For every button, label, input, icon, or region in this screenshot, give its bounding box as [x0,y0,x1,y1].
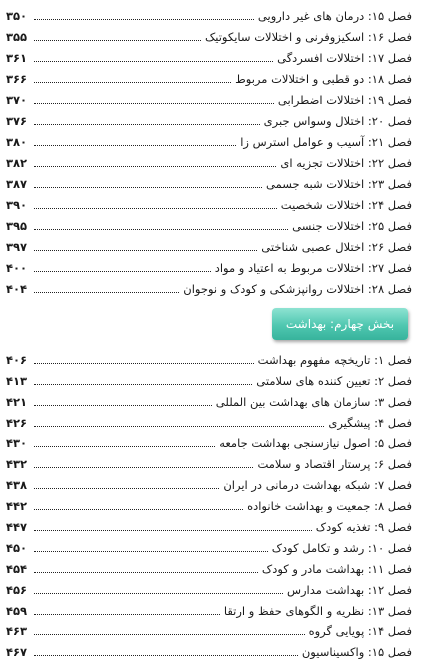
toc-entry-title: فصل ۴: پیشگیری [328,415,412,430]
dot-leader [34,82,231,83]
toc-entry [6,87,412,108]
dot-leader [34,551,268,552]
dot-leader [34,40,201,41]
toc-entry-title: فصل ۵: اصول نیازسنجی بهداشت جامعه [219,436,412,451]
toc-entry [6,3,412,24]
toc-entry-title: فصل ۱۹: اختلالات اضطرابی [277,93,412,107]
toc-entry [6,45,412,66]
toc-entry-title: فصل ۳: سازمان های بهداشت بین المللی [215,394,412,409]
toc-entry [6,66,412,87]
toc-entry-title: فصل ۲۵: اختلالات جنسی [292,219,412,233]
toc-entry [6,472,412,493]
toc-entry-page-number: ۳۷۰ [6,93,28,107]
toc-entry-page-number: ۳۶۱ [6,51,28,65]
toc-entry [6,535,412,556]
toc-entry-page-number: ۴۵۴ [6,561,28,576]
toc-entry-title: فصل ۲۰: اختلال وسواس جبری [263,114,412,128]
toc-entry [6,150,412,171]
toc-entry-title: فصل ۱۴: پویایی گروه [308,624,412,639]
toc-entry-title: فصل ۲۲: اختلالات تجزیه ای [280,156,412,170]
toc-entry-page-number: ۴۵۹ [6,603,28,618]
dot-leader [34,426,324,427]
toc-entry-page-number: ۴۳۸ [6,478,28,493]
toc-entry-page-number: ۳۷۶ [6,114,28,128]
toc-entry [6,431,412,452]
dot-leader [34,61,273,62]
toc-entry-page-number: ۴۰۰ [6,261,28,275]
toc-entry-page-number: ۳۸۲ [6,156,28,170]
toc-entry [6,556,412,577]
toc-entry-title: فصل ۱۳: نظریه و الگوهای حفظ و ارتقا [223,603,412,618]
toc-entry-page-number: ۳۸۷ [6,177,28,191]
toc-entry [6,276,412,297]
dot-leader [34,19,254,20]
toc-entry-title: فصل ۹: تغذیه کودک [315,520,412,535]
toc-entry-title: فصل ۲۱: آسیب و عوامل استرس زا [240,135,412,149]
toc-entry-title: فصل ۲۶: اختلال عصبی شناختی [261,240,412,254]
dot-leader [34,634,305,635]
part-banner: بخش چهارم: بهداشت [272,308,408,340]
toc-entry-page-number: ۴۶۷ [6,645,28,660]
dot-leader [34,187,262,188]
dot-leader [34,446,215,447]
toc-entry-page-number: ۴۰۴ [6,282,28,296]
toc-entry-page-number: ۳۶۶ [6,72,28,86]
toc-entry [6,129,412,150]
dot-leader [34,655,298,656]
toc-entry [6,389,412,410]
dot-leader [34,363,254,364]
toc-entry-title: فصل ۱۷: اختلالات افسردگی [277,51,412,65]
toc-entry-title: فصل ۱۱: بهداشت مادر و کودک [261,561,412,576]
toc-entry-page-number: ۳۵۰ [6,9,28,23]
toc-entry [6,493,412,514]
dot-leader [34,271,211,272]
toc-entry [6,255,412,276]
toc-entry-page-number: ۴۲۶ [6,415,28,430]
toc-entry [6,171,412,192]
toc-entry [6,410,412,431]
toc-entry [6,347,412,368]
toc-list-top [6,3,412,297]
dot-leader [34,467,253,468]
toc-entry-title: فصل ۲۳: اختلالات شبه جسمی [266,177,412,191]
dot-leader [34,103,274,104]
toc-entry-page-number: ۴۵۶ [6,582,28,597]
toc-entry-page-number: ۴۳۰ [6,436,28,451]
dot-leader [34,405,212,406]
toc-entry-title: فصل ۲: تعیین کننده های سلامتی [256,373,412,388]
toc-entry-page-number: ۴۴۲ [6,499,28,514]
toc-entry-title: فصل ۲۷: اختلالات مربوط به اعتیاد و مواد [214,261,412,275]
toc-entry [6,368,412,389]
toc-entry-page-number: ۴۵۰ [6,540,28,555]
toc-entry-title: فصل ۱: تاریخچه مفهوم بهداشت [257,352,412,367]
toc-entry [6,213,412,234]
toc-entry-title: فصل ۲۸: اختلالات روانپزشکی و کودک و نوجوان [183,282,412,296]
toc-entry-page-number: ۳۸۰ [6,135,28,149]
toc-entry-page-number: ۳۹۰ [6,198,28,212]
toc-list-bottom [6,347,412,660]
dot-leader [34,614,220,615]
toc-entry-title: فصل ۱۰: رشد و تکامل کودک [271,540,412,555]
toc-entry-page-number: ۴۲۱ [6,394,28,409]
toc-entry-page-number: ۴۳۲ [6,457,28,472]
toc-entry-title: فصل ۱۲: بهداشت مدارس [286,582,412,597]
toc-entry-title: فصل ۲۴: اختلالات شخصیت [280,198,412,212]
dot-leader [34,384,252,385]
dot-leader [34,509,243,510]
toc-entry [6,514,412,535]
dot-leader [34,145,236,146]
toc-entry [6,192,412,213]
toc-entry-page-number: ۴۰۶ [6,352,28,367]
dot-leader [34,229,288,230]
toc-entry [6,234,412,255]
toc-entry-title: فصل ۸: جمعیت و بهداشت خانواده [247,499,412,514]
toc-entry-page-number: ۴۶۳ [6,624,28,639]
toc-entry [6,598,412,619]
toc-entry [6,639,412,660]
toc-entry-page-number: ۳۹۵ [6,219,28,233]
dot-leader [34,488,219,489]
dot-leader [34,593,283,594]
toc-entry-page-number: ۴۱۳ [6,373,28,388]
toc-entry-title: فصل ۶: پرستار اقتصاد و سلامت [257,457,412,472]
toc-entry-title: فصل ۷: شبکه بهداشت درمانی در ایران [223,478,412,493]
dot-leader [34,208,277,209]
toc-entry-title: فصل ۱۵: درمان های غیر دارویی [257,9,412,23]
toc-entry [6,108,412,129]
toc-entry [6,577,412,598]
toc-entry-page-number: ۳۵۵ [6,30,28,44]
toc-entry [6,619,412,640]
toc-entry-page-number: ۳۹۷ [6,240,28,254]
dot-leader [34,250,257,251]
toc-entry-page-number: ۴۴۷ [6,520,28,535]
toc-entry-title: فصل ۱۸: دو قطبی و اختلالات مربوط [235,72,412,86]
toc-entry [6,24,412,45]
toc-entry [6,451,412,472]
dot-leader [34,572,258,573]
dot-leader [34,530,312,531]
dot-leader [34,124,260,125]
toc-entry-title: فصل ۱۵: واکسیناسیون [301,645,412,660]
dot-leader [34,292,179,293]
toc-entry-title: فصل ۱۶: اسکیزوفرنی و اختلالات سایکوتیک [204,30,412,44]
dot-leader [34,166,276,167]
